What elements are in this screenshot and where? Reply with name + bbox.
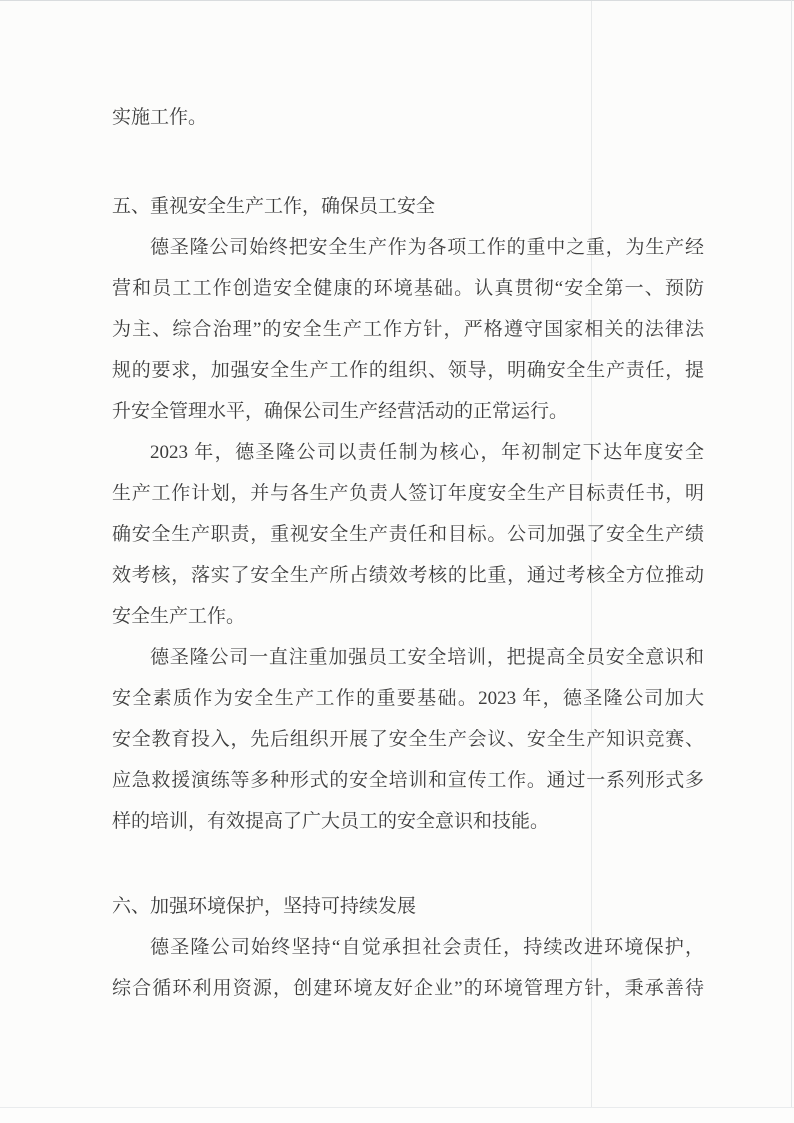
paragraph-line-continuation: 实施工作。 xyxy=(112,107,208,128)
paragraph-line: 规的要求，加强安全生产工作的组织、领导，明确安全生产责任，提 xyxy=(112,360,704,381)
paragraph-line: 安全素质作为安全生产工作的重要基础。2023 年，德圣隆公司加大 xyxy=(112,688,704,709)
paragraph-line: 综合循环利用资源，创建环境友好企业”的环境管理方针，秉承善待 xyxy=(112,978,704,999)
paragraph-line: 德圣隆公司始终坚持“自觉承担社会责任，持续改进环境保护， xyxy=(150,937,704,958)
paragraph-line: 应急救援演练等多种形式的安全培训和宣传工作。通过一系列形式多 xyxy=(112,770,704,791)
scan-edge-top xyxy=(0,0,794,1)
paragraph-line: 安全教育投入，先后组织开展了安全生产会议、安全生产知识竞赛、 xyxy=(112,729,704,750)
paragraph-line: 为主、综合治理”的安全生产工作方针，严格遵守国家相关的法律法 xyxy=(112,319,704,340)
paragraph-line-end: 安全生产工作。 xyxy=(112,606,246,627)
paragraph-line: 德圣隆公司一直注重加强员工安全培训，把提高全员安全意识和 xyxy=(150,647,704,668)
scan-edge-right xyxy=(791,0,792,1108)
paragraph-line: 2023 年，德圣隆公司以责任制为核心，年初制定下达年度安全 xyxy=(150,442,704,463)
section-heading-6: 六、加强环境保护，坚持可持续发展 xyxy=(112,896,417,917)
paragraph-line: 营和员工工作创造安全健康的环境基础。认真贯彻“安全第一、预防 xyxy=(112,278,704,299)
paragraph-line-end: 升安全管理水平，确保公司生产经营活动的正常运行。 xyxy=(112,401,569,422)
paragraph-line: 德圣隆公司始终把安全生产作为各项工作的重中之重，为生产经 xyxy=(150,237,704,258)
paragraph-line: 效考核，落实了安全生产所占绩效考核的比重，通过考核全方位推动 xyxy=(112,565,704,586)
paragraph-line: 生产工作计划，并与各生产负责人签订年度安全生产目标责任书，明 xyxy=(112,483,704,504)
section-heading-5: 五、重视安全生产工作，确保员工安全 xyxy=(112,196,436,217)
paragraph-line-end: 样的培训，有效提高了广大员工的安全意识和技能。 xyxy=(112,811,550,832)
scan-edge-bottom xyxy=(0,1107,794,1108)
paragraph-line: 确安全生产职责，重视安全生产责任和目标。公司加强了安全生产绩 xyxy=(112,524,704,545)
document-content xyxy=(112,97,704,1009)
